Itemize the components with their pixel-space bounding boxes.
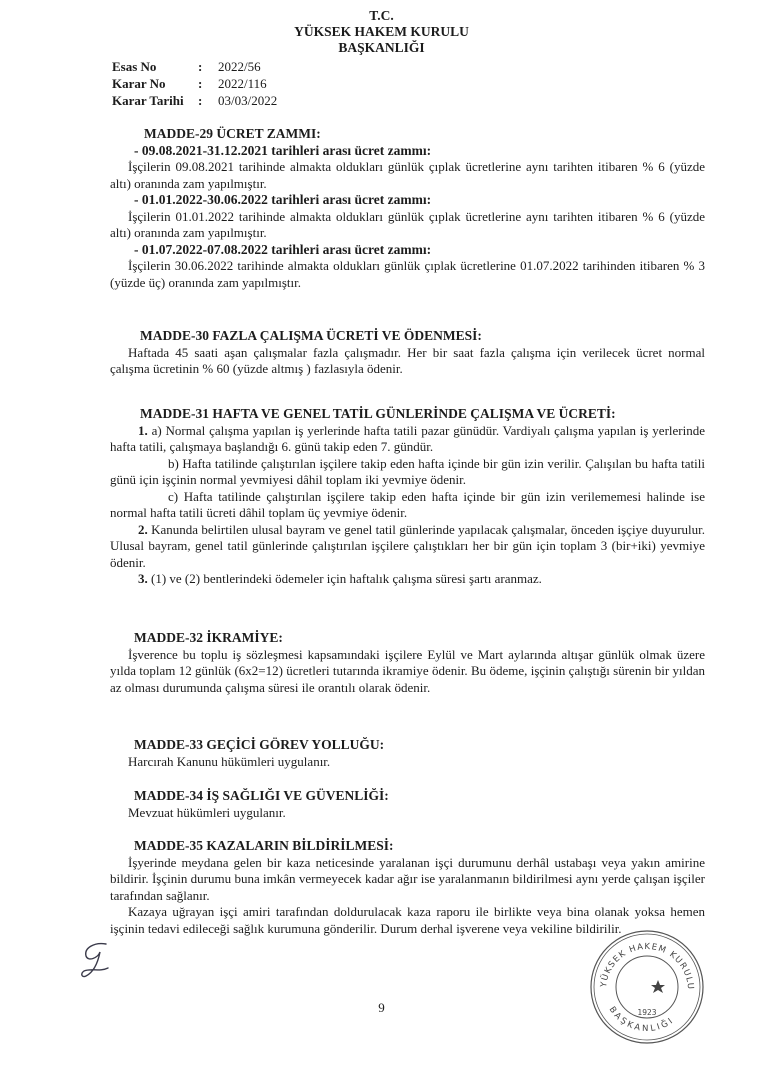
meta-row-karar — [112, 75, 277, 92]
meta-row-tarih — [112, 92, 277, 109]
meta-sep: : — [198, 76, 203, 91]
paragraph — [110, 522, 705, 572]
meta-sep: : — [198, 59, 203, 74]
article-33 — [110, 737, 705, 770]
paragraph — [110, 423, 705, 456]
meta-value: 03/03/2022 — [218, 93, 278, 108]
subsection-heading: - 01.01.2022-30.06.2022 tarihleri arası ücret zammı: — [134, 192, 432, 207]
svg-text:YÜKSEK HAKEM KURULU — [599, 942, 695, 991]
article-35 — [110, 838, 705, 937]
meta-sep: : — [198, 93, 203, 108]
article-29 — [110, 126, 705, 291]
star-icon — [651, 980, 665, 993]
meta-label: Karar No — [112, 76, 166, 91]
article-32 — [110, 630, 705, 696]
paragraph: İşçilerin 30.06.2022 tarihinde almakta oldukları günlük çıplak ücretlerine 01.07.2022 tarihinden itibaren % 3 (yüzde üç) oranında zam yapılmıştır. — [110, 258, 705, 290]
meta-label: Esas No — [112, 59, 157, 74]
article-title: MADDE-34 İŞ SAĞLIĞI VE GÜVENLİĞİ: — [134, 788, 389, 803]
item-text: Kanunda belirtilen ulusal bayram ve genel tatil günlerinde yapılacak çalışmalar, önceden işçiye duyurulur. Ulusal bayram, genel tatil günlerinde çalıştırılan işçilere çalıştıkları her bir gün için toplam 3 (bir+iki) yevmiye ödenir. — [110, 521, 705, 570]
crescent-icon — [632, 968, 650, 1004]
page-number: 9 — [378, 1000, 385, 1015]
item-number: 1. — [138, 422, 148, 438]
article-30 — [110, 328, 705, 378]
meta-row-esas — [112, 58, 277, 75]
paragraph: Kazaya uğrayan işçi amiri tarafından doldurulacak kaza raporu ile birlikte veya bina olanak yoksa hemen işçinin tedavi edileceği sağlık kurumuna gönderilir. Durum derhal işverene veya vekiline bildirilir. — [110, 904, 705, 936]
meta-value: 2022/56 — [218, 59, 261, 74]
case-meta — [112, 58, 277, 109]
paragraph: İşverence bu toplu iş sözleşmesi kapsamındaki işçilere Eylül ve Mart aylarında altışar günlük olmak üzere yılda toplam 12 günlük (6x2=12) ücretleri tutarında ikramiye ödenir. Bu ödeme, işçinin çalıştığı sürenin bir yıldan az olması durumunda çalışma süresi ile orantılı olarak ödenir. — [110, 646, 705, 695]
seal-year: 1923 — [637, 1008, 657, 1017]
header-line-2: YÜKSEK HAKEM KURULU — [294, 24, 469, 39]
item-text: (1) ve (2) bentlerindeki ödemeler için haftalık çalışma süresi şartı aranmaz. — [147, 571, 542, 586]
handwritten-initial-signature — [76, 938, 116, 980]
seal-text-top: YÜKSEK HAKEM KURULU — [599, 941, 696, 991]
meta-value: 2022/116 — [218, 76, 267, 91]
article-title: MADDE-32 İKRAMİYE: — [134, 630, 283, 645]
official-seal-stamp — [588, 928, 706, 1046]
paragraph: İşyerinde meydana gelen bir kaza neticesinde yaralanan işçi durumunu derhâl ustabaşı veya yakın amirine bildirir. İşçinin durumu buna imkân vermeyecek kadar ağır ise yaralanmanın bildirilmesi aynı yerde çalışan işçiler tarafından sağlanır. — [110, 854, 705, 903]
subsection-heading: - 09.08.2021-31.12.2021 tarihleri arası ücret zammı: — [134, 142, 432, 158]
paragraph: Mevzuat hükümleri uygulanır. — [128, 804, 286, 820]
header-line-1: T.C. — [369, 8, 394, 23]
paragraph: b) Hafta tatilinde çalıştırılan işçilere takip eden hafta içinde bir gün izin verilir. Çalışılan bu hafta tatili günü için işçinin normal yevmiyesi dâhil toplam iki yevmiye ödenir. — [110, 455, 705, 487]
seal-text-bottom: BAŞKANLIĞI — [606, 1004, 677, 1035]
meta-label: Karar Tarihi — [112, 93, 184, 108]
paragraph: c) Hafta tatilinde çalıştırılan işçilere takip eden hafta içinde bir gün izin verilememesi halinde ise normal hafta tatili ücreti dâhil toplam üç yevmiye ödenir. — [110, 488, 705, 520]
article-title: MADDE-30 FAZLA ÇALIŞMA ÜCRETİ VE ÖDENMESİ: — [140, 328, 482, 343]
paragraph: İşçilerin 09.08.2021 tarihinde almakta oldukları günlük çıplak ücretlerine aynı tarihten itibaren % 6 (yüzde altı) oranında zam yapılmıştır. — [110, 159, 705, 191]
article-31 — [110, 406, 705, 588]
item-number: 2. — [138, 521, 148, 537]
item-number: 3. — [138, 571, 148, 586]
paragraph — [110, 571, 705, 588]
paragraph: Haftada 45 saati aşan çalışmalar fazla çalışmadır. Her bir saat fazla çalışma için verilecek ücret normal çalışma ücretinin % 60 (yüzde altmış ) fazlasıyla ödenir. — [110, 344, 705, 376]
article-title: MADDE-31 HAFTA VE GENEL TATİL GÜNLERİNDE ÇALIŞMA VE ÜCRETİ: — [140, 406, 616, 421]
paragraph: Harcırah Kanunu hükümleri uygulanır. — [128, 753, 331, 769]
subsection-heading: - 01.07.2022-07.08.2022 tarihleri arası ücret zammı: — [134, 241, 432, 257]
item-text: a) Normal çalışma yapılan iş yerlerinde hafta tatili pazar günüdür. Vardiyalı çalışma yapılan iş yerlerinde hafta tatili, çalışmaya başlandığı 6. günü takip eden 7. gündür. — [110, 422, 705, 454]
article-34 — [110, 788, 705, 821]
article-title: MADDE-33 GEÇİCİ GÖREV YOLLUĞU: — [134, 737, 385, 752]
article-title: MADDE-35 KAZALARIN BİLDİRİLMESİ: — [134, 838, 394, 853]
paragraph: İşçilerin 01.01.2022 tarihinde almakta oldukları günlük çıplak ücretlerine aynı tarihten itibaren % 6 (yüzde altı) oranında zam yapılmıştır. — [110, 208, 705, 240]
article-title: MADDE-29 ÜCRET ZAMMI: — [144, 126, 321, 141]
header-line-3: BAŞKANLIĞI — [338, 40, 425, 55]
